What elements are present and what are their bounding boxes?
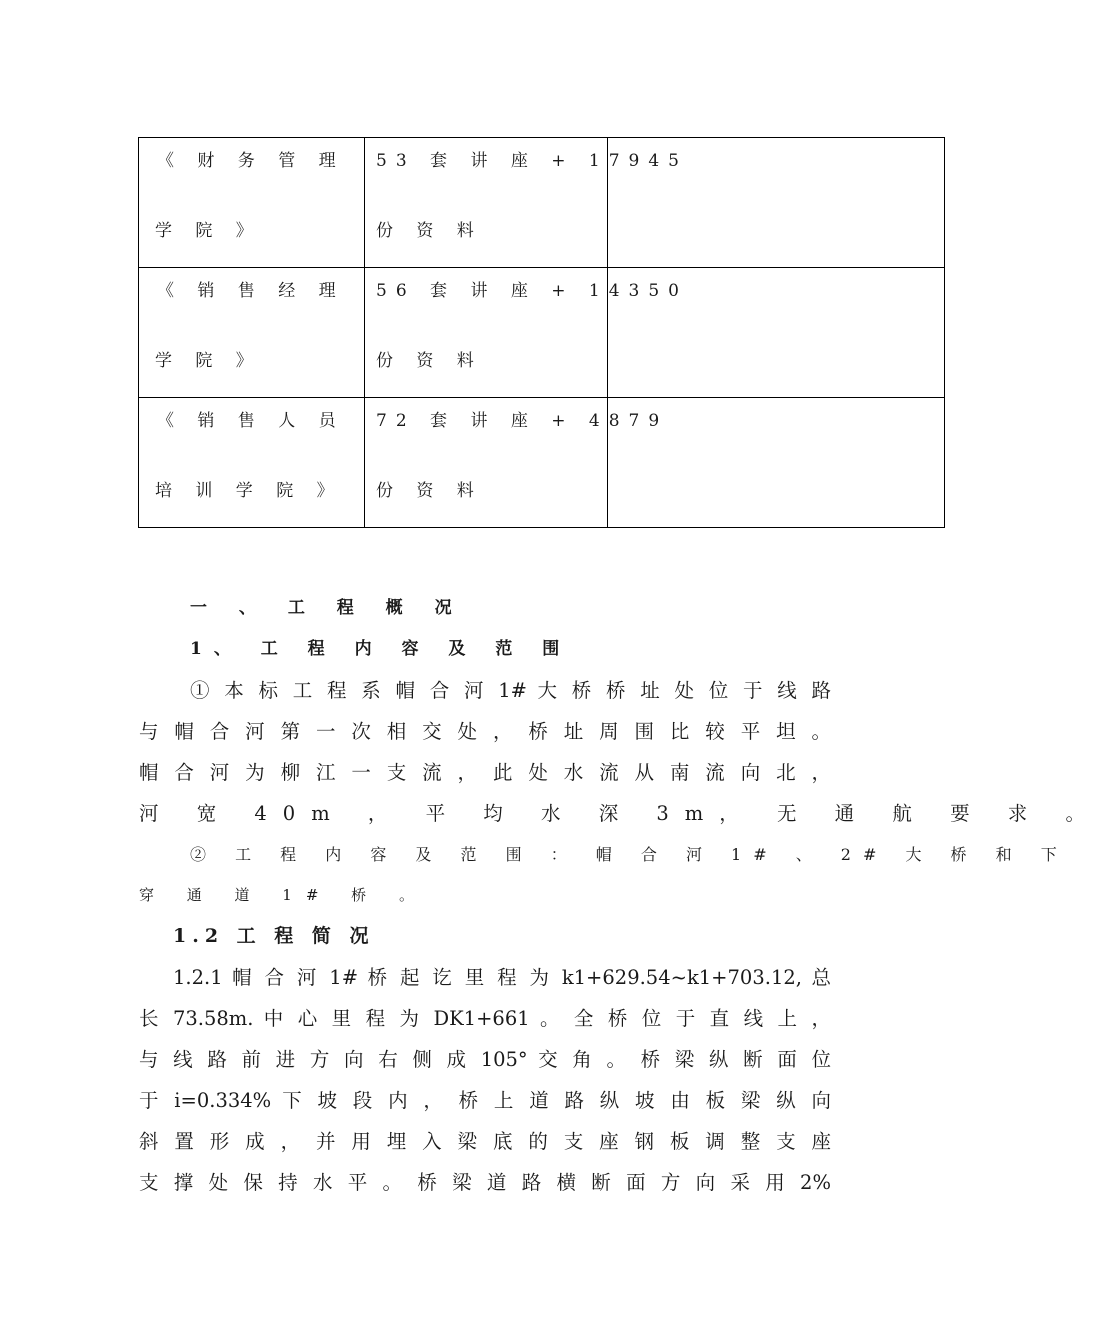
table-cell-name [139,138,365,268]
cell-text: 份 资 料 [376,481,483,501]
table-row [139,138,945,268]
table-cell-content [365,138,688,268]
table-cell-name [139,398,365,528]
paragraph-line: 于 i=0.334% 下 坡 段 内 ， 桥 上 道 路 纵 坡 由 板 梁 纵 向 [139,1089,831,1112]
table-cell-content [365,268,688,398]
paragraph [139,957,839,1203]
cell-text: 份 资 料 [376,351,483,371]
paragraph-line: 1.2.1 帽 合 河 1# 桥 起 讫 里 程 为 k1+629.54~k1+703.12, 总 [173,966,831,989]
paragraph-line: 斜 置 形 成 ， 并 用 埋 入 梁 底 的 支 座 钢 板 调 整 支 座 [139,1130,831,1153]
table-cell-content [365,398,669,528]
cell-text: 《 销 售 经 理 [157,281,345,301]
paragraph-line: ② 工 程 内 容 及 范 围 ： 帽 合 河 1# 、 2# 大 桥 和 下 [190,845,1069,864]
paragraph-line: 支 撑 处 保 持 水 平 。 桥 梁 道 路 横 断 面 方 向 采 用 2% [139,1171,831,1194]
cell-text: 《 销 售 人 员 [157,411,345,431]
table-row [139,398,945,528]
cell-text: 56 套 讲 座 + 14350 [376,281,688,301]
paragraph-line: ① 本 标 工 程 系 帽 合 河 1# 大 桥 桥 址 处 位 于 线 路 [190,679,831,702]
cell-text: 53 套 讲 座 + 17945 [376,151,688,171]
cell-text: 学 院 》 [155,221,262,241]
subsection-heading: 1.2 工 程 简 况 [173,925,375,947]
resource-table [138,137,945,528]
paragraph-line: 与 线 路 前 进 方 向 右 侧 成 105° 交 角 。 桥 梁 纵 断 面 位 [139,1048,831,1071]
paragraph-line: 帽 合 河 为 柳 江 一 支 流 ， 此 处 水 流 从 南 流 向 北 ， [139,761,831,784]
document-body [139,588,1101,1203]
cell-text: 《 财 务 管 理 [157,151,345,171]
table-row [139,268,945,398]
cell-text: 份 资 料 [376,221,483,241]
cell-text: 72 套 讲 座 + 4879 [376,411,669,431]
paragraph-line: 河 宽 40m ， 平 均 水 深 3m， 无 通 航 要 求 。 [139,802,1101,825]
paragraph-line: 与 帽 合 河 第 一 次 相 交 处 ， 桥 址 周 围 比 较 平 坦 。 [139,720,831,743]
paragraph-line: 长 73.58m. 中 心 里 程 为 DK1+661 。 全 桥 位 于 直 线 上 ， [139,1007,831,1030]
cell-text: 培 训 学 院 》 [155,481,343,501]
cell-text: 学 院 》 [155,351,262,371]
section-heading: 一 、 工 程 概 况 [190,598,465,618]
table-cell-name [139,268,365,398]
subsection-heading: 1、 工 程 内 容 及 范 围 [190,639,572,659]
paragraph [139,670,1101,834]
paragraph [139,834,1069,916]
paragraph-line: 穿 通 道 1# 桥 。 [139,886,428,904]
